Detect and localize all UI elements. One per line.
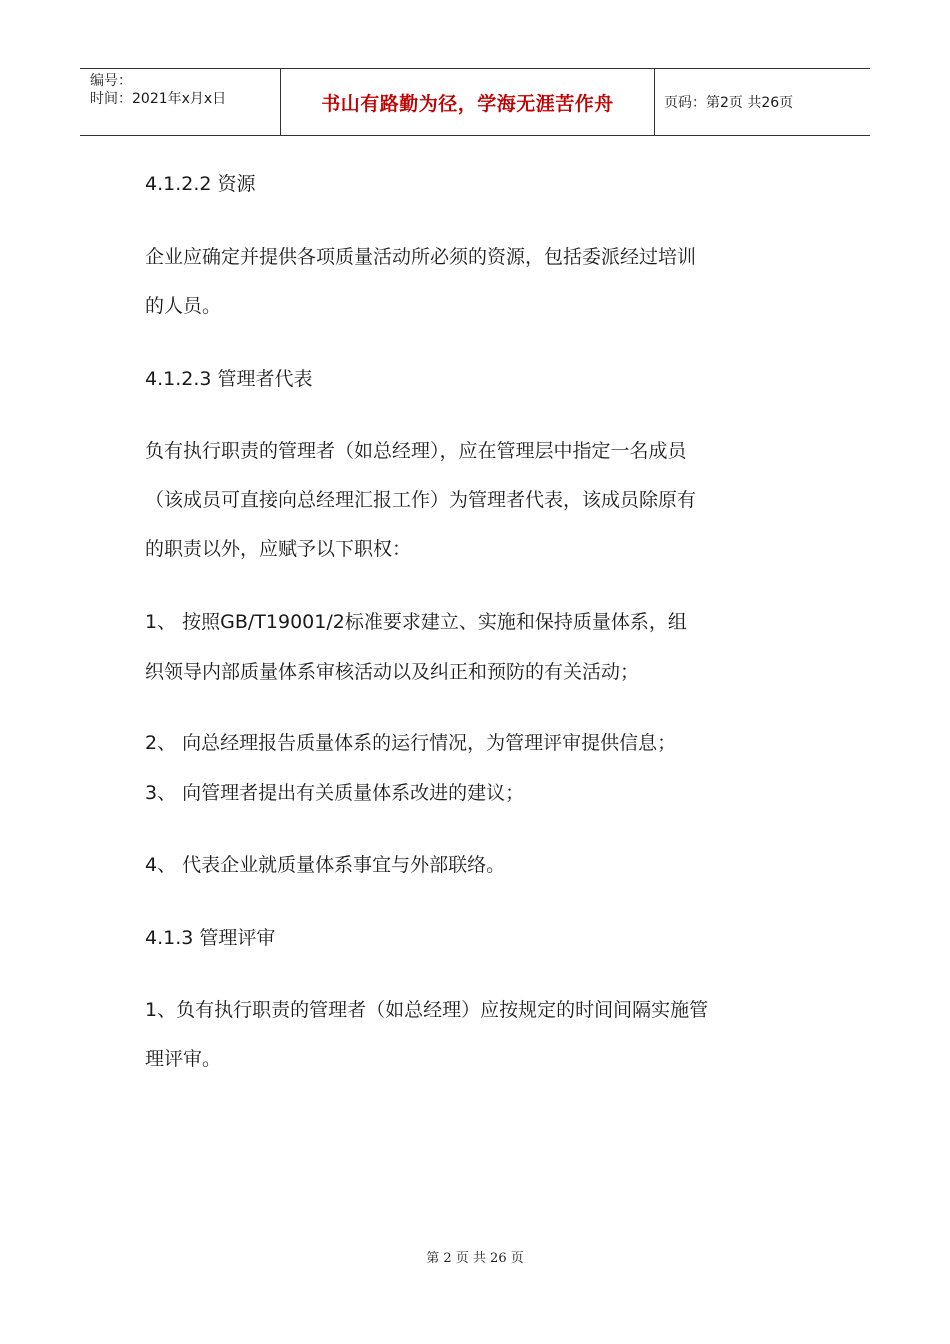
paragraph-line: 1、负有执行职责的管理者（如总经理）应按规定的时间间隔实施管 [145,999,709,1021]
paragraph-line: 的职责以外，应赋予以下职权： [145,538,412,560]
paragraph-line: （该成员可直接向总经理汇报工作）为管理者代表，该成员除原有 [145,489,697,511]
heading-management-representative: 4.1.2.3 管理者代表 [145,368,313,390]
heading-management-review: 4.1.3 管理评审 [145,927,276,949]
list-item-3: 3、 向管理者提出有关质量体系改进的建议； [145,782,525,804]
paragraph-line: 企业应确定并提供各项质量活动所必须的资源，包括委派经过培训 [145,246,697,268]
page-header [80,68,870,136]
document-number-label: 编号： [90,73,132,89]
header-motto: 书山有路勤为径，学海无涯苦作舟 [281,69,655,135]
header-meta [80,69,281,135]
list-item-2: 2、 向总经理报告质量体系的运行情况，为管理评审提供信息； [145,732,677,754]
heading-resources: 4.1.2.2 资源 [145,173,256,195]
paragraph-line: 的人员。 [145,295,222,317]
page-footer: 第 2 页 共 26 页 [426,1251,524,1266]
list-item-1: 1、 按照GB/T19001/2标准要求建立、实施和保持质量体系，组 [145,611,687,633]
list-item-1-continued: 织领导内部质量体系审核活动以及纠正和预防的有关活动； [145,661,640,683]
list-item-4: 4、 代表企业就质量体系事宜与外部联络。 [145,854,506,876]
document-time-label: 时间：2021年x月x日 [90,91,227,107]
paragraph-line: 负有执行职责的管理者（如总经理），应在管理层中指定一名成员 [145,440,687,462]
paragraph-line: 理评审。 [145,1048,222,1070]
header-page-info: 页码：第2页 共26页 [664,95,794,111]
